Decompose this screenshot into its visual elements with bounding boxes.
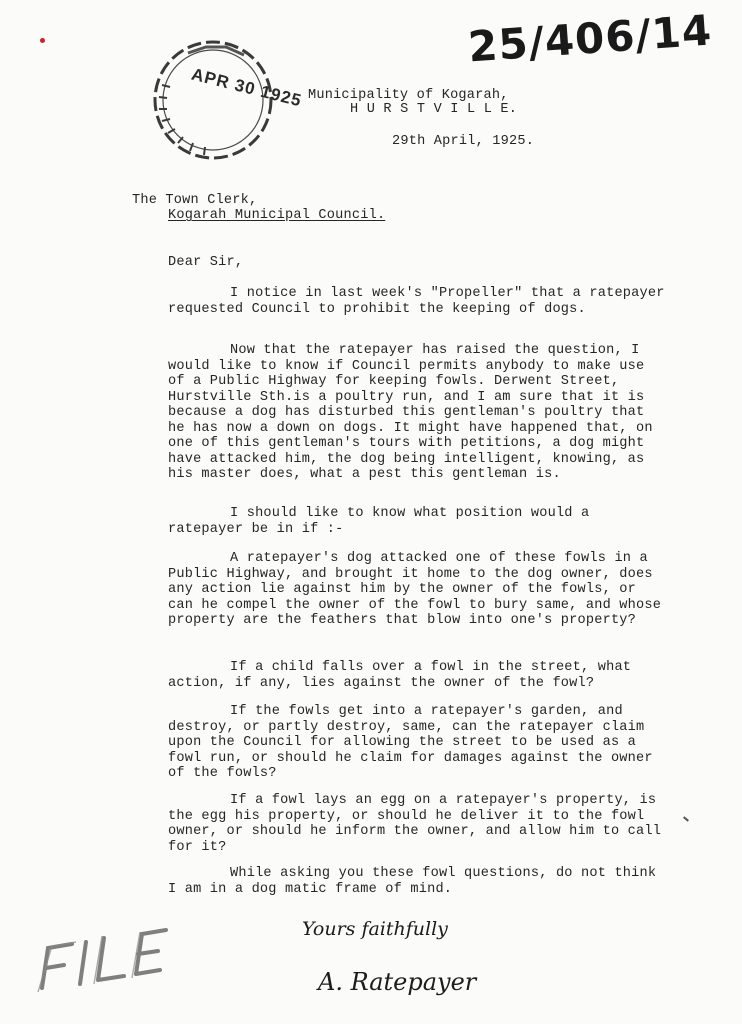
paragraph-8: While asking you these fowl questions, do not think I am in a dog matic frame of mind. bbox=[168, 866, 657, 897]
paragraph-2: Now that the ratepayer has raised the question, I would like to know if Council permits anybody to make use of a Public Highway for keeping fowls. Derwent Street, Hurstville Sth.is a poultry run, and I am sure that it is because a dog has disturbed this gentleman's poultry that he has now a down on dogs. It might have happened that, on one of this gentleman's tours with petitions, a dog might have attacked him, the dog being intelligent, knowing, as his master does, what a pest this gentleman is. bbox=[168, 343, 653, 482]
salutation: Dear Sir, bbox=[168, 255, 244, 270]
recipient-line-2: Kogarah Municipal Council. bbox=[168, 208, 386, 223]
letter-date: 29th April, 1925. bbox=[392, 134, 535, 149]
paragraph-7: If a fowl lays an egg on a ratepayer's property, is the egg his property, or should he deliver it to the fowl owner, or should he inform the owner, and allow him to call for it? bbox=[168, 793, 662, 855]
file-stamp-icon bbox=[32, 918, 172, 998]
sender-line-2: H U R S T V I L L E. bbox=[350, 102, 518, 117]
signature: A. Ratepayer bbox=[318, 968, 477, 996]
paragraph-6: If the fowls get into a ratepayer's garden, and destroy, or partly destroy, same, can the ratepayer claim upon the Council for allowing the street to be used as a fowl run, or should he claim for damages against the owner of the fowls? bbox=[168, 704, 653, 781]
recipient-line-1: The Town Clerk, bbox=[132, 193, 258, 208]
sender-line-1: Municipality of Kogarah, bbox=[308, 88, 509, 103]
stamp-date: APR 30 1925 bbox=[189, 64, 304, 111]
paragraph-4: A ratepayer's dog attacked one of these fowls in a Public Highway, and brought it home to the dog owner, does any action lie against him by the owner of the fowls, or can he compel the owner of the fowl to bury same, and whose property are the feathers that blow into one's property? bbox=[168, 551, 662, 628]
pencil-mark bbox=[683, 816, 689, 821]
reference-number: 25/406/14 bbox=[466, 5, 714, 72]
paragraph-5: If a child falls over a fowl in the street, what action, if any, lies against the owner of the fowl? bbox=[168, 660, 632, 691]
paragraph-3: I should like to know what position would a ratepayer be in if :- bbox=[168, 506, 590, 537]
paragraph-1: I notice in last week's "Propeller" that a ratepayer requested Council to prohibit the keeping of dogs. bbox=[168, 286, 665, 317]
red-mark bbox=[40, 38, 45, 43]
closing: Yours faithfully bbox=[302, 918, 448, 940]
